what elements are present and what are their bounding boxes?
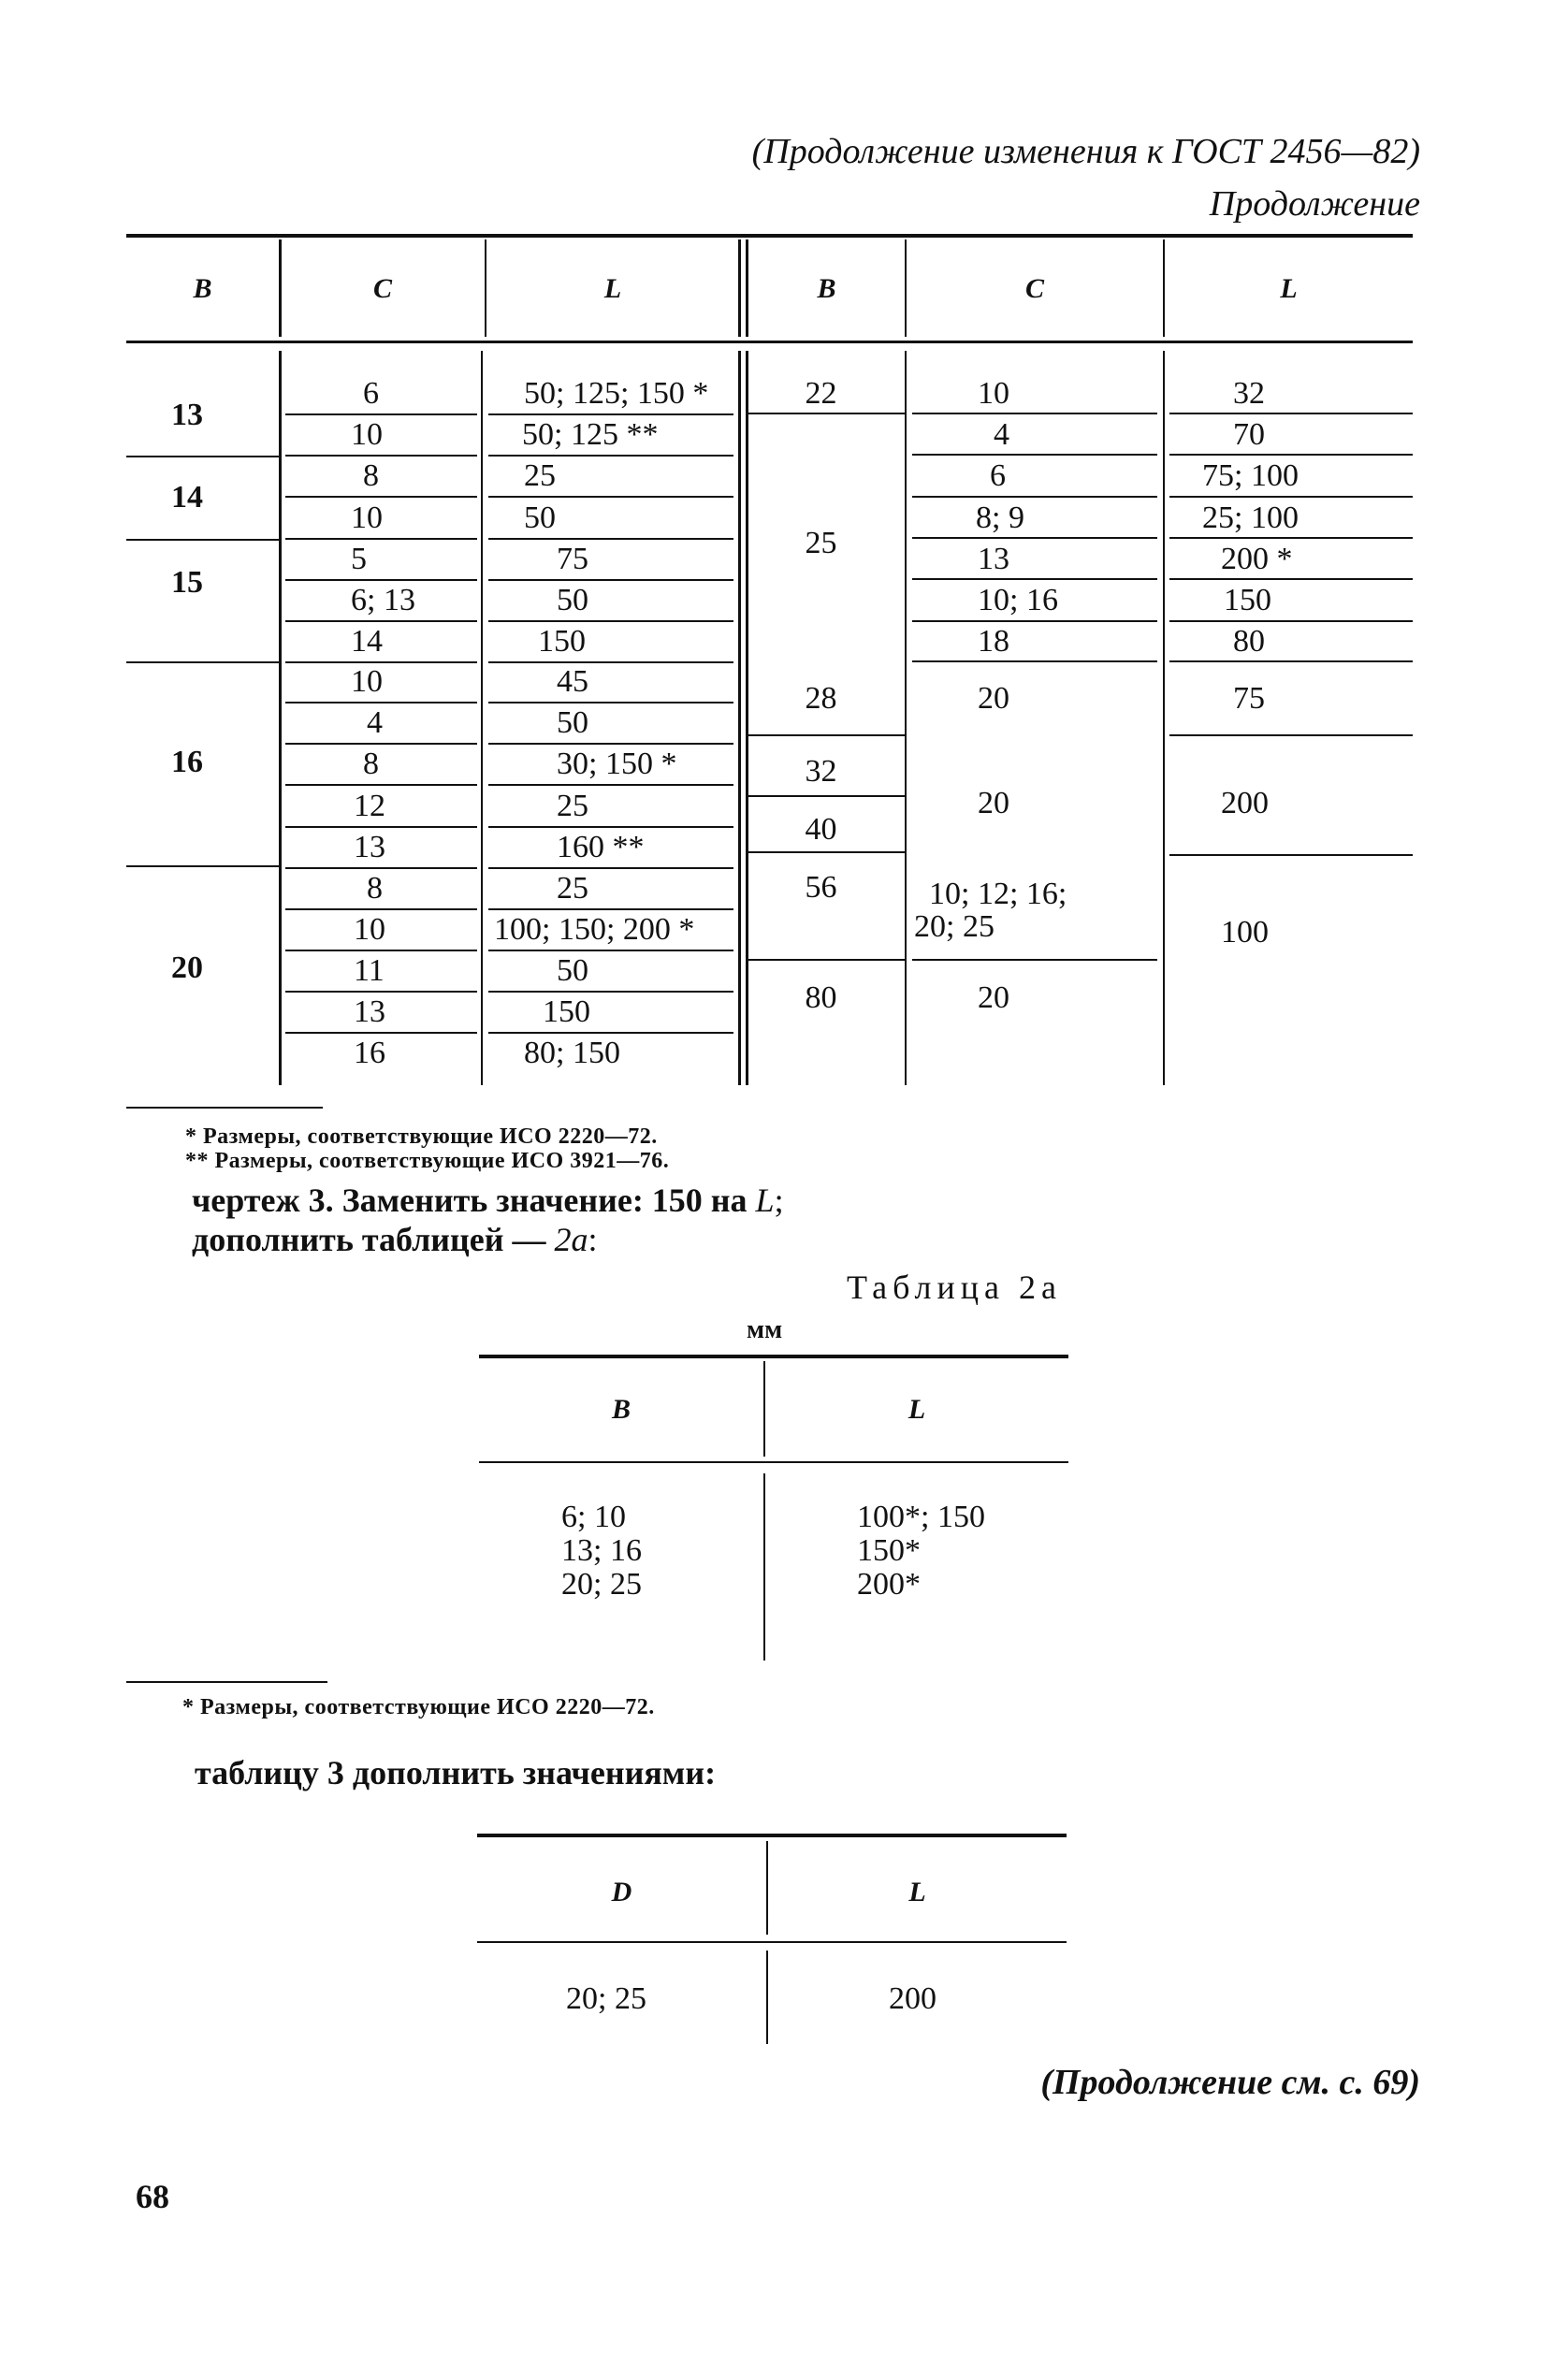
b-value: 13 xyxy=(171,398,203,432)
b-value: 32 xyxy=(805,754,837,789)
group-separator xyxy=(126,539,279,541)
c-value: 18 xyxy=(978,624,1009,659)
l-value: 50 xyxy=(524,500,556,535)
row-separator xyxy=(748,851,905,853)
c-value: 10 xyxy=(978,376,1009,411)
l-value: 80 xyxy=(1233,624,1265,659)
table2a-top-rule xyxy=(479,1355,1068,1358)
row-separator xyxy=(748,734,905,736)
row-separator xyxy=(285,991,477,993)
l-value: 200 xyxy=(1221,786,1269,820)
row-separator xyxy=(285,455,477,457)
col-header-l: L xyxy=(603,273,622,304)
col-header-c: C xyxy=(372,273,392,304)
b-value: 40 xyxy=(805,812,837,847)
c-value: 10; 16 xyxy=(978,583,1058,617)
continuation-label: Продолжение xyxy=(1209,184,1420,224)
row-separator xyxy=(912,413,1157,414)
b-value: 20 xyxy=(171,950,203,985)
row-separator xyxy=(285,784,477,786)
l-value: 150 xyxy=(543,994,590,1029)
c-value: 20 xyxy=(978,681,1009,716)
row-separator xyxy=(1169,413,1413,414)
continuation-next: (Продолжение см. с. 69) xyxy=(1040,2063,1420,2102)
l-value: 200* xyxy=(857,1567,921,1602)
table-caption: Таблица 2а xyxy=(847,1269,1062,1306)
l-value: 30; 150 * xyxy=(557,747,677,781)
row-separator xyxy=(488,702,733,703)
l-value: 150 xyxy=(538,624,586,659)
b-value: 20; 25 xyxy=(561,1567,642,1602)
row-separator xyxy=(748,413,905,414)
l-value: 50 xyxy=(557,953,588,988)
c-value: 14 xyxy=(351,624,383,659)
footnote: ** Размеры, соответствующие ИСО 3921—76. xyxy=(185,1149,670,1173)
l-value: 150 xyxy=(1224,583,1271,617)
row-separator xyxy=(488,413,733,415)
c-value: 10 xyxy=(351,417,383,452)
l-value: 50; 125 ** xyxy=(522,417,659,452)
row-separator xyxy=(285,538,477,540)
body-double-divider xyxy=(738,351,741,1085)
c-value: 10 xyxy=(354,912,385,947)
table2a-body-divider xyxy=(763,1473,765,1661)
c-value: 8 xyxy=(367,871,383,906)
row-separator xyxy=(285,702,477,703)
continuation-title: (Продолжение изменения к ГОСТ 2456—82) xyxy=(751,132,1420,171)
instruction-text: чертеж 3. Заменить значение: 150 на xyxy=(192,1182,756,1219)
col-header-c: C xyxy=(1024,273,1044,304)
body-double-divider xyxy=(746,351,748,1085)
l-value: 25 xyxy=(524,458,556,493)
l-value: 70 xyxy=(1233,417,1265,452)
c-value: 10 xyxy=(351,500,383,535)
col-header-d: D xyxy=(611,1877,632,1907)
row-separator xyxy=(285,826,477,828)
row-separator xyxy=(1169,537,1413,539)
row-separator xyxy=(912,454,1157,456)
b-value: 80 xyxy=(805,980,837,1015)
c-value: 11 xyxy=(354,953,385,988)
c-value: 4 xyxy=(367,705,383,740)
table2a-header-rule xyxy=(479,1461,1068,1463)
body-divider xyxy=(279,351,282,1085)
row-separator xyxy=(488,620,733,622)
l-value: 75 xyxy=(1233,681,1265,716)
table3-header-rule xyxy=(477,1941,1067,1943)
c-value: 20 xyxy=(978,980,1009,1015)
b-value: 14 xyxy=(171,480,203,515)
row-separator xyxy=(748,795,905,797)
row-separator xyxy=(285,1032,477,1034)
footnote: * Размеры, соответствующие ИСО 2220—72. xyxy=(182,1695,655,1719)
row-separator xyxy=(488,867,733,869)
row-separator xyxy=(488,661,733,663)
body-divider xyxy=(1163,351,1165,1085)
col-header-l: L xyxy=(1280,273,1298,304)
row-separator xyxy=(1169,620,1413,622)
col-header-l: L xyxy=(908,1877,926,1907)
b-value: 56 xyxy=(805,870,837,905)
row-separator xyxy=(488,496,733,498)
group-separator xyxy=(126,661,279,663)
footnote: * Размеры, соответствующие ИСО 2220—72. xyxy=(185,1124,658,1149)
l-value: 100; 150; 200 * xyxy=(494,912,695,947)
instruction-text: : xyxy=(588,1221,598,1258)
row-separator xyxy=(912,660,1157,662)
row-separator xyxy=(1169,454,1413,456)
footnote-rule xyxy=(126,1107,323,1109)
table3-body-divider xyxy=(766,1951,768,2044)
row-separator xyxy=(488,579,733,581)
b-value: 13; 16 xyxy=(561,1533,642,1568)
b-value: 28 xyxy=(805,681,837,716)
row-separator xyxy=(285,413,477,415)
footnote-rule xyxy=(126,1681,327,1683)
instruction-text: дополнить таблицей — xyxy=(192,1221,555,1258)
body-divider xyxy=(905,351,907,1085)
instruction-line xyxy=(192,1220,598,1259)
table3-top-rule xyxy=(477,1834,1067,1837)
c-value: 8 xyxy=(363,747,379,781)
l-value: 75; 100 xyxy=(1202,458,1299,493)
instruction-text: ; xyxy=(774,1182,784,1219)
l-value: 100 xyxy=(1221,915,1269,950)
row-separator xyxy=(285,743,477,745)
l-value: 45 xyxy=(557,664,588,699)
l-value: 160 ** xyxy=(557,830,645,864)
b-value: 15 xyxy=(171,565,203,600)
col-header-l: L xyxy=(907,1394,926,1425)
table-header-rule xyxy=(126,341,1413,343)
row-separator xyxy=(488,826,733,828)
c-value: 8 xyxy=(363,458,379,493)
c-value: 6 xyxy=(990,458,1006,493)
l-value: 50 xyxy=(557,705,588,740)
c-value: 6 xyxy=(363,376,379,411)
c-value: 5 xyxy=(351,542,367,576)
row-separator xyxy=(285,867,477,869)
row-separator xyxy=(1169,578,1413,580)
row-separator xyxy=(285,950,477,951)
l-value: 32 xyxy=(1233,376,1265,411)
row-separator xyxy=(488,950,733,951)
row-separator xyxy=(748,959,905,961)
c-value: 8; 9 xyxy=(976,500,1024,535)
row-separator xyxy=(285,579,477,581)
c-value: 4 xyxy=(994,417,1009,452)
instruction-line xyxy=(192,1181,784,1220)
row-separator xyxy=(488,908,733,910)
page-number: 68 xyxy=(136,2178,169,2215)
row-separator xyxy=(1169,854,1413,856)
c-value: 12 xyxy=(354,789,385,823)
row-separator xyxy=(1169,496,1413,498)
b-value: 22 xyxy=(805,376,837,411)
group-separator xyxy=(126,865,279,867)
row-separator xyxy=(912,959,1157,961)
l-value: 80; 150 xyxy=(524,1036,620,1070)
row-separator xyxy=(1169,734,1413,736)
table-top-rule xyxy=(126,234,1413,238)
l-value: 50; 125; 150 * xyxy=(524,376,709,411)
instruction-var: L xyxy=(755,1182,775,1219)
row-separator xyxy=(488,784,733,786)
l-value: 200 xyxy=(889,1981,936,2016)
c-value: 10 xyxy=(351,664,383,699)
row-separator xyxy=(285,620,477,622)
l-value: 50 xyxy=(557,583,588,617)
row-separator xyxy=(488,743,733,745)
body-divider xyxy=(481,351,483,1085)
c-value: 20; 25 xyxy=(914,909,995,944)
c-value: 10; 12; 16; xyxy=(929,877,1067,911)
row-separator xyxy=(912,620,1157,622)
l-value: 25 xyxy=(557,789,588,823)
c-value: 20 xyxy=(978,786,1009,820)
col-header-b: B xyxy=(193,273,212,304)
row-separator xyxy=(488,991,733,993)
c-value: 13 xyxy=(354,830,385,864)
c-value: 13 xyxy=(354,994,385,1029)
l-value: 25; 100 xyxy=(1202,500,1299,535)
l-value: 200 * xyxy=(1221,542,1293,576)
row-separator xyxy=(488,455,733,457)
row-separator xyxy=(488,1032,733,1034)
row-separator xyxy=(285,661,477,663)
l-value: 75 xyxy=(557,542,588,576)
c-value: 16 xyxy=(354,1036,385,1070)
group-separator xyxy=(126,456,279,457)
c-value: 13 xyxy=(978,542,1009,576)
l-value: 25 xyxy=(557,871,588,906)
instruction-ref: 2а xyxy=(554,1221,588,1258)
b-value: 16 xyxy=(171,745,203,779)
instruction-line: таблицу 3 дополнить значениями: xyxy=(195,1754,717,1791)
l-value: 150* xyxy=(857,1533,921,1568)
row-separator xyxy=(912,496,1157,498)
b-value: 6; 10 xyxy=(561,1500,626,1534)
row-separator xyxy=(488,538,733,540)
unit-label: мм xyxy=(747,1315,783,1344)
row-separator xyxy=(285,496,477,498)
col-header-b: B xyxy=(611,1394,631,1425)
b-value: 25 xyxy=(805,526,837,560)
row-separator xyxy=(912,537,1157,539)
col-header-b: B xyxy=(817,273,836,304)
d-value: 20; 25 xyxy=(566,1981,646,2016)
l-value: 100*; 150 xyxy=(857,1500,985,1534)
row-separator xyxy=(1169,660,1413,662)
c-value: 6; 13 xyxy=(351,583,415,617)
row-separator xyxy=(285,908,477,910)
row-separator xyxy=(912,578,1157,580)
